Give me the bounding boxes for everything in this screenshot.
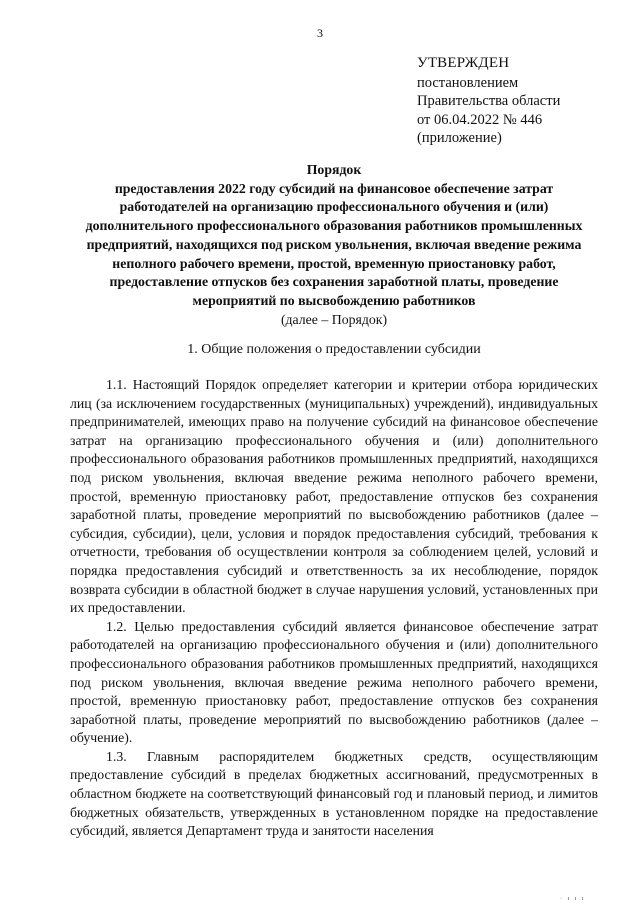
document-short-name: (далее – Порядок) bbox=[280, 311, 388, 327]
paragraph-1-3: 1.3. Главным распорядителем бюджетных средств, осуществляющим предоставление субсидий в пределах бюджетных ассигнований, предусмотренных в областном бюджете на соответствующий финансовый год и плановый период, и лимитов бюджетных обязательств, утвержденных в установленном порядке на предоставление субсидий, является Департамент труда и занятости населения bbox=[70, 748, 598, 839]
paragraph-1-1: 1.1. Настоящий Порядок определяет категории и критерии отбора юридических лиц (за исключением государственных (муниципальных) учреждений), индивидуальных предпринимателей, имеющих право на получение субсидий на финансовое обеспечение затрат на организацию профессионального обучения и (или) дополнительного профессионального образования работников промышленных предприятий, находящихся под риском увольнения, включая введение режима неполного рабочего времени, простой, временную приостановку работ, предоставление отпусков без сохранения заработной платы, проведение мероприятий по высвобождению работников (далее – субсидия, субсидии), цели, условия и порядок предоставления субсидий, требования к отчетности, требования об осуществлении контроля за соблюдением целей, условий и порядка предоставления субсидий и ответственность за их несоблюдение, порядок возврата субсидии в областной бюджет в случае нарушения условий, установленных при их предоставлении. bbox=[70, 377, 598, 616]
document-title-block bbox=[70, 161, 598, 329]
document-body bbox=[70, 376, 598, 841]
document-title: Порядок bbox=[306, 162, 362, 177]
section-heading: 1. Общие положения о предоставлении субсидии bbox=[187, 342, 481, 357]
approval-line: (приложение) bbox=[417, 130, 502, 146]
approval-line: постановлением bbox=[417, 74, 519, 91]
approval-line: Правительства области bbox=[417, 93, 561, 109]
page-number: 3 bbox=[317, 26, 323, 40]
approval-title: УТВЕРЖДЕН bbox=[417, 55, 510, 71]
paragraph-1-2: 1.2. Целью предоставления субсидий является финансовое обеспечение затрат работодателей на организацию профессионального обучения и (или) дополнительного профессионального образования работников промышленных предприятий, находящихся под риском увольнения, включая введение режима неполного рабочего времени, простой, временную приостановку работ, предоставление отпусков без сохранения заработной платы, проведение мероприятий по высвобождению работников (далее – обучение). bbox=[70, 618, 598, 746]
approval-stamp-block bbox=[417, 54, 560, 148]
document-subtitle: предоставления 2022 году субсидий на финансовое обеспечение затрат работодателей на организацию профессионального обучения и (или) дополнительного профессионального образования работников промышленных предприятий, находящихся под риском увольнения, включая введение режима неполного рабочего времени, простой, временную приостановку работ, предоставление отпусков без сохранения заработной платы, проведение мероприятий по высвобождению работников bbox=[85, 180, 583, 308]
scan-marks: · ı ı ı bbox=[560, 896, 586, 902]
approval-line: от 06.04.2022 № 446 bbox=[417, 111, 543, 128]
